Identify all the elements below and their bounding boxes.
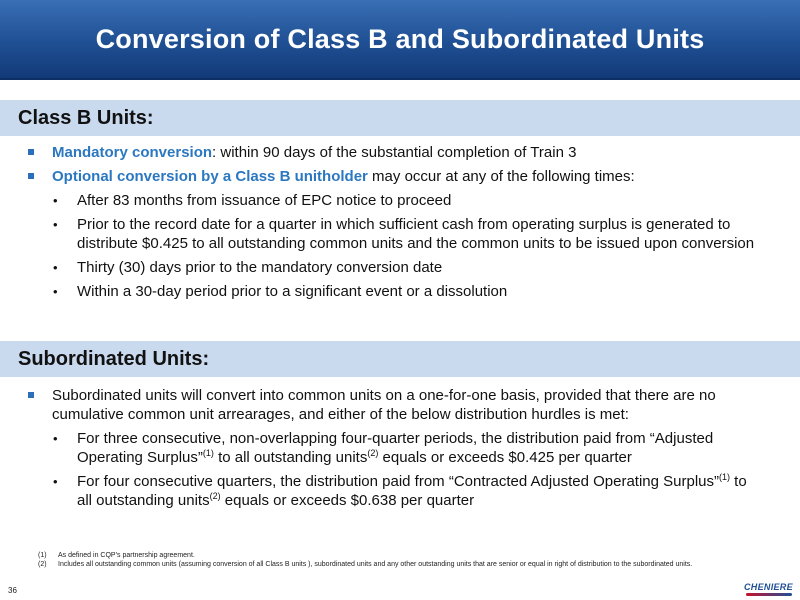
- footnote-number: (2): [38, 561, 47, 568]
- class-b-heading-band: [0, 100, 800, 136]
- list-item-text: : within 90 days of the substantial completion of Train 3: [212, 144, 577, 161]
- footnote-ref: (1): [719, 472, 730, 482]
- list-item: [0, 143, 800, 162]
- list-item: [0, 282, 800, 301]
- cheniere-logo: [744, 582, 794, 598]
- list-item: [0, 386, 800, 424]
- footnote-ref: (1): [202, 448, 214, 458]
- dot-bullet-icon: •: [53, 217, 58, 232]
- list-item-text: Within a 30-day period prior to a significant event or a dissolution: [77, 283, 508, 300]
- logo-text: CHENIERE: [744, 582, 793, 592]
- class-b-content: [0, 143, 800, 306]
- square-bullet-icon: [28, 149, 34, 155]
- list-item-text: to all outstanding units: [77, 473, 747, 509]
- list-item: [0, 191, 800, 210]
- list-item-text: After 83 months from issuance of EPC notice to proceed: [77, 192, 452, 209]
- list-item-text: For four consecutive quarters, the distribution paid from “Contracted Adjusted Operating Surplus”: [77, 473, 719, 490]
- dot-bullet-icon: •: [53, 260, 58, 275]
- list-item: [0, 258, 800, 277]
- footnote-ref: (2): [367, 448, 379, 458]
- subordinated-heading: Subordinated Units:: [18, 347, 210, 370]
- slide-header: [0, 0, 800, 80]
- list-item: [0, 215, 800, 253]
- list-item-text: may occur at any of the following times:: [367, 168, 635, 185]
- list-item-text: Thirty (30) days prior to the mandatory conversion date: [77, 259, 443, 276]
- logo-swoosh-icon: [746, 593, 792, 596]
- dot-bullet-icon: •: [53, 284, 58, 299]
- square-bullet-icon: [28, 392, 34, 398]
- list-item-text: to all outstanding units: [213, 449, 368, 466]
- subordinated-content: [0, 386, 800, 515]
- list-item-text: Subordinated units will convert into common units on a one-for-one basis, provided that there are no cumulative common unit arrearages, and either of the below distribution hurdles is met:: [52, 387, 716, 423]
- list-item-text: Prior to the record date for a quarter in which sufficient cash from operating surplus is generated to distribute $0.425 to all outstanding common units and the common units to be issued upon conversion: [77, 216, 755, 252]
- mandatory-conversion-label: Mandatory conversion: [52, 144, 213, 161]
- dot-bullet-icon: •: [53, 474, 58, 489]
- footnote: [38, 551, 738, 560]
- list-item-text: For three consecutive, non-overlapping four-quarter periods, the distribution paid from “Adjusted Operating Surplus”: [77, 430, 714, 466]
- list-item: [0, 167, 800, 186]
- footnotes: [38, 551, 738, 569]
- page-number: 36: [8, 586, 17, 595]
- list-item-text: equals or exceeds $0.425 per quarter: [378, 449, 632, 466]
- footnote: [38, 560, 738, 569]
- class-b-heading: Class B Units:: [18, 106, 154, 129]
- dot-bullet-icon: •: [53, 431, 58, 446]
- list-item-text: equals or exceeds $0.638 per quarter: [220, 492, 475, 509]
- footnote-ref: (2): [209, 491, 221, 501]
- footnote-text: Includes all outstanding common units (assuming conversion of all Class B units ), subordinated units and any other outstanding units that are senior or equal in right of distribution to the subordinated units.: [58, 561, 693, 568]
- square-bullet-icon: [28, 173, 34, 179]
- subordinated-heading-band: [0, 341, 800, 377]
- footnote-text: As defined in CQP’s partnership agreement.: [58, 552, 195, 559]
- dot-bullet-icon: •: [53, 193, 58, 208]
- slide-title: Conversion of Class B and Subordinated Units: [95, 23, 705, 54]
- list-item: [0, 472, 800, 510]
- list-item: [0, 429, 800, 467]
- optional-conversion-label: Optional conversion by a Class B unitholder: [52, 168, 368, 185]
- footnote-number: (1): [38, 552, 47, 559]
